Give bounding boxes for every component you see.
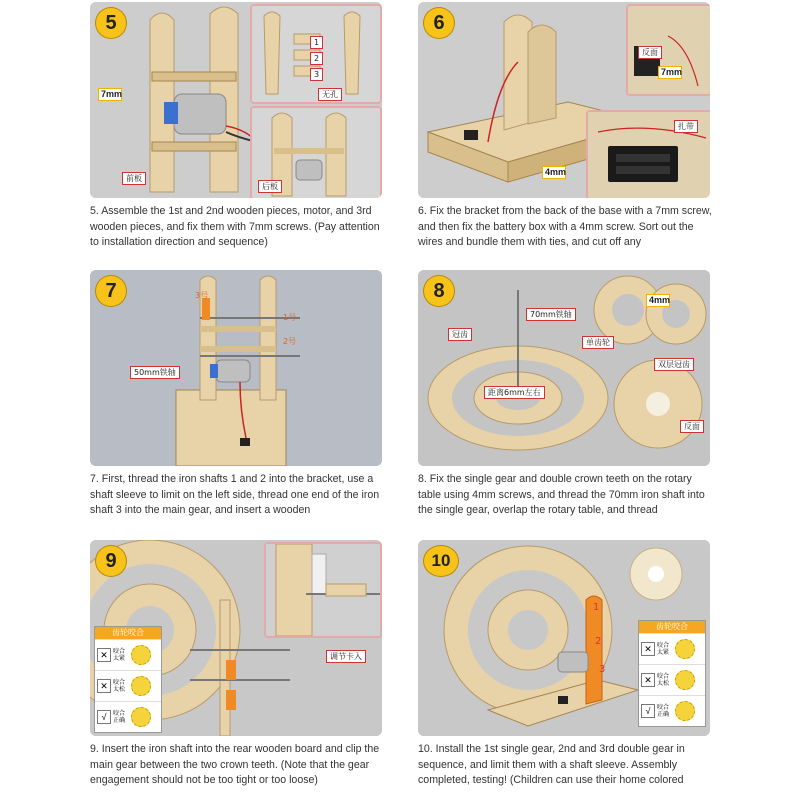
adjust-clip-tag: 调节卡入: [326, 650, 366, 663]
gear-mesh-panel: [638, 620, 706, 727]
screw-7mm-label: 7mm: [98, 88, 122, 101]
cross-icon: ✕: [641, 642, 655, 656]
screw-4mm-label: 4mm: [542, 166, 566, 179]
shaft-3-tag: 3号: [195, 291, 209, 300]
gear-mesh-row: [95, 701, 161, 732]
step-9-photo: [90, 540, 382, 736]
step-5-photo: [90, 2, 382, 198]
step-10-number-badge: 10: [424, 546, 458, 576]
step-5: [90, 2, 392, 251]
gear-2-tag: 2: [595, 636, 602, 647]
gear-mesh-row-label: 咬合正确: [113, 710, 126, 724]
shaft-50mm-tag: 50mm铁轴: [130, 366, 180, 379]
reverse-side-tag: 反面: [638, 46, 662, 59]
no-hole-tag: 无孔: [318, 88, 342, 101]
part-1-tag: 1: [310, 36, 323, 49]
cable-tie-tag: 扎带: [674, 120, 698, 133]
step-6-photo: [418, 2, 710, 198]
step-8-caption: 8. Fix the single gear and double crown teeth on the rotary table using 4mm screws, and thread the 70mm iron shaft into the single gear, overlap the rotary table, and thread: [418, 473, 705, 517]
gear-mesh-title: 齿轮咬合: [95, 627, 161, 639]
shaft-2-tag: 2号: [283, 337, 297, 346]
step-9-caption: 9. Insert the iron shaft into the rear wooden board and clip the main gear between the two crown teeth. (Note that the gear engagement should not be too tight or too loose): [90, 743, 380, 787]
gear-mesh-row-label: 咬合太紧: [113, 648, 126, 662]
step-7-number-badge: 7: [96, 276, 126, 306]
step-7: [90, 270, 392, 519]
step-6-number-badge: 6: [424, 8, 454, 38]
step-9: [90, 540, 392, 789]
gear-mesh-row: [639, 695, 705, 726]
step-7-caption: 7. First, thread the iron shafts 1 and 2 into the bracket, use a shaft sleeve to limit on the left side, thread one end of the iron shaft 3 into the main gear, and insert a wooden: [90, 473, 380, 517]
reverse-side-tag: 反面: [680, 420, 704, 433]
step-7-photo: [90, 270, 382, 466]
gear-mesh-panel: [94, 626, 162, 733]
gear-1-tag: 1: [593, 602, 600, 613]
back-board-tag: 后板: [258, 180, 282, 193]
front-board-tag: 前板: [122, 172, 146, 185]
step-6-caption: 6. Fix the bracket from the back of the base with a 7mm screw, and then fix the battery box with a 4mm screw. Sort out the wires and bundle them with ties, and cut off any: [418, 205, 712, 249]
step-6: [418, 2, 720, 251]
step-9-detail-inset: [264, 542, 382, 638]
step-5-caption: 5. Assemble the 1st and 2nd wooden pieces, motor, and 3rd wooden pieces, and fix them with 7mm screws. (Pay attention to installation direction and sequence): [90, 205, 380, 249]
gear-mesh-row: [639, 664, 705, 695]
gear-mesh-row-label: 咬合太紧: [657, 642, 670, 656]
step-5-parts-inset: [250, 4, 382, 104]
step-10-photo: [418, 540, 710, 736]
step-9-number-badge: 9: [96, 546, 126, 576]
gear-3-tag: 3: [599, 664, 606, 675]
cross-icon: ✕: [97, 679, 111, 693]
distance-tag: 距离6mm左右: [484, 386, 545, 399]
screw-4mm-label: 4mm: [646, 294, 670, 307]
step-8-number-badge: 8: [424, 276, 454, 306]
gear-mesh-row: [639, 633, 705, 664]
gear-icon: [131, 645, 151, 665]
step-10-caption: 10. Install the 1st single gear, 2nd and 3rd double gear in sequence, and limit them with a shaft sleeve. Assembly completed, testing! (Children can use their home colored: [418, 743, 685, 787]
step-10: [418, 540, 720, 789]
part-2-tag: 2: [310, 52, 323, 65]
gear-mesh-title: 齿轮咬合: [639, 621, 705, 633]
gear-mesh-row-label: 咬合正确: [657, 704, 670, 718]
gear-icon: [131, 676, 151, 696]
gear-icon: [131, 707, 151, 727]
step-6-top-inset: [626, 4, 710, 96]
step-5-back-inset: [250, 106, 382, 198]
double-crown-tag: 双层冠齿: [654, 358, 694, 371]
gear-icon: [675, 701, 695, 721]
step-6-battery-inset: [586, 110, 710, 198]
check-icon: √: [97, 710, 111, 724]
cross-icon: ✕: [97, 648, 111, 662]
screw-7mm-label: 7mm: [658, 66, 682, 79]
step-8: [418, 270, 720, 519]
shaft-1-tag: 1号: [283, 313, 297, 322]
shaft-70mm-tag: 70mm铁轴: [526, 308, 576, 321]
step-5-number-badge: 5: [96, 8, 126, 38]
gear-icon: [675, 670, 695, 690]
gear-mesh-row: [95, 670, 161, 701]
check-icon: √: [641, 704, 655, 718]
single-gear-tag: 单齿轮: [582, 336, 614, 349]
crown-gear-tag: 冠齿: [448, 328, 472, 341]
gear-mesh-row-label: 咬合太松: [657, 673, 670, 687]
gear-mesh-row-label: 咬合太松: [113, 679, 126, 693]
gear-icon: [675, 639, 695, 659]
cross-icon: ✕: [641, 673, 655, 687]
step-8-photo: [418, 270, 710, 466]
gear-mesh-row: [95, 639, 161, 670]
part-3-tag: 3: [310, 68, 323, 81]
